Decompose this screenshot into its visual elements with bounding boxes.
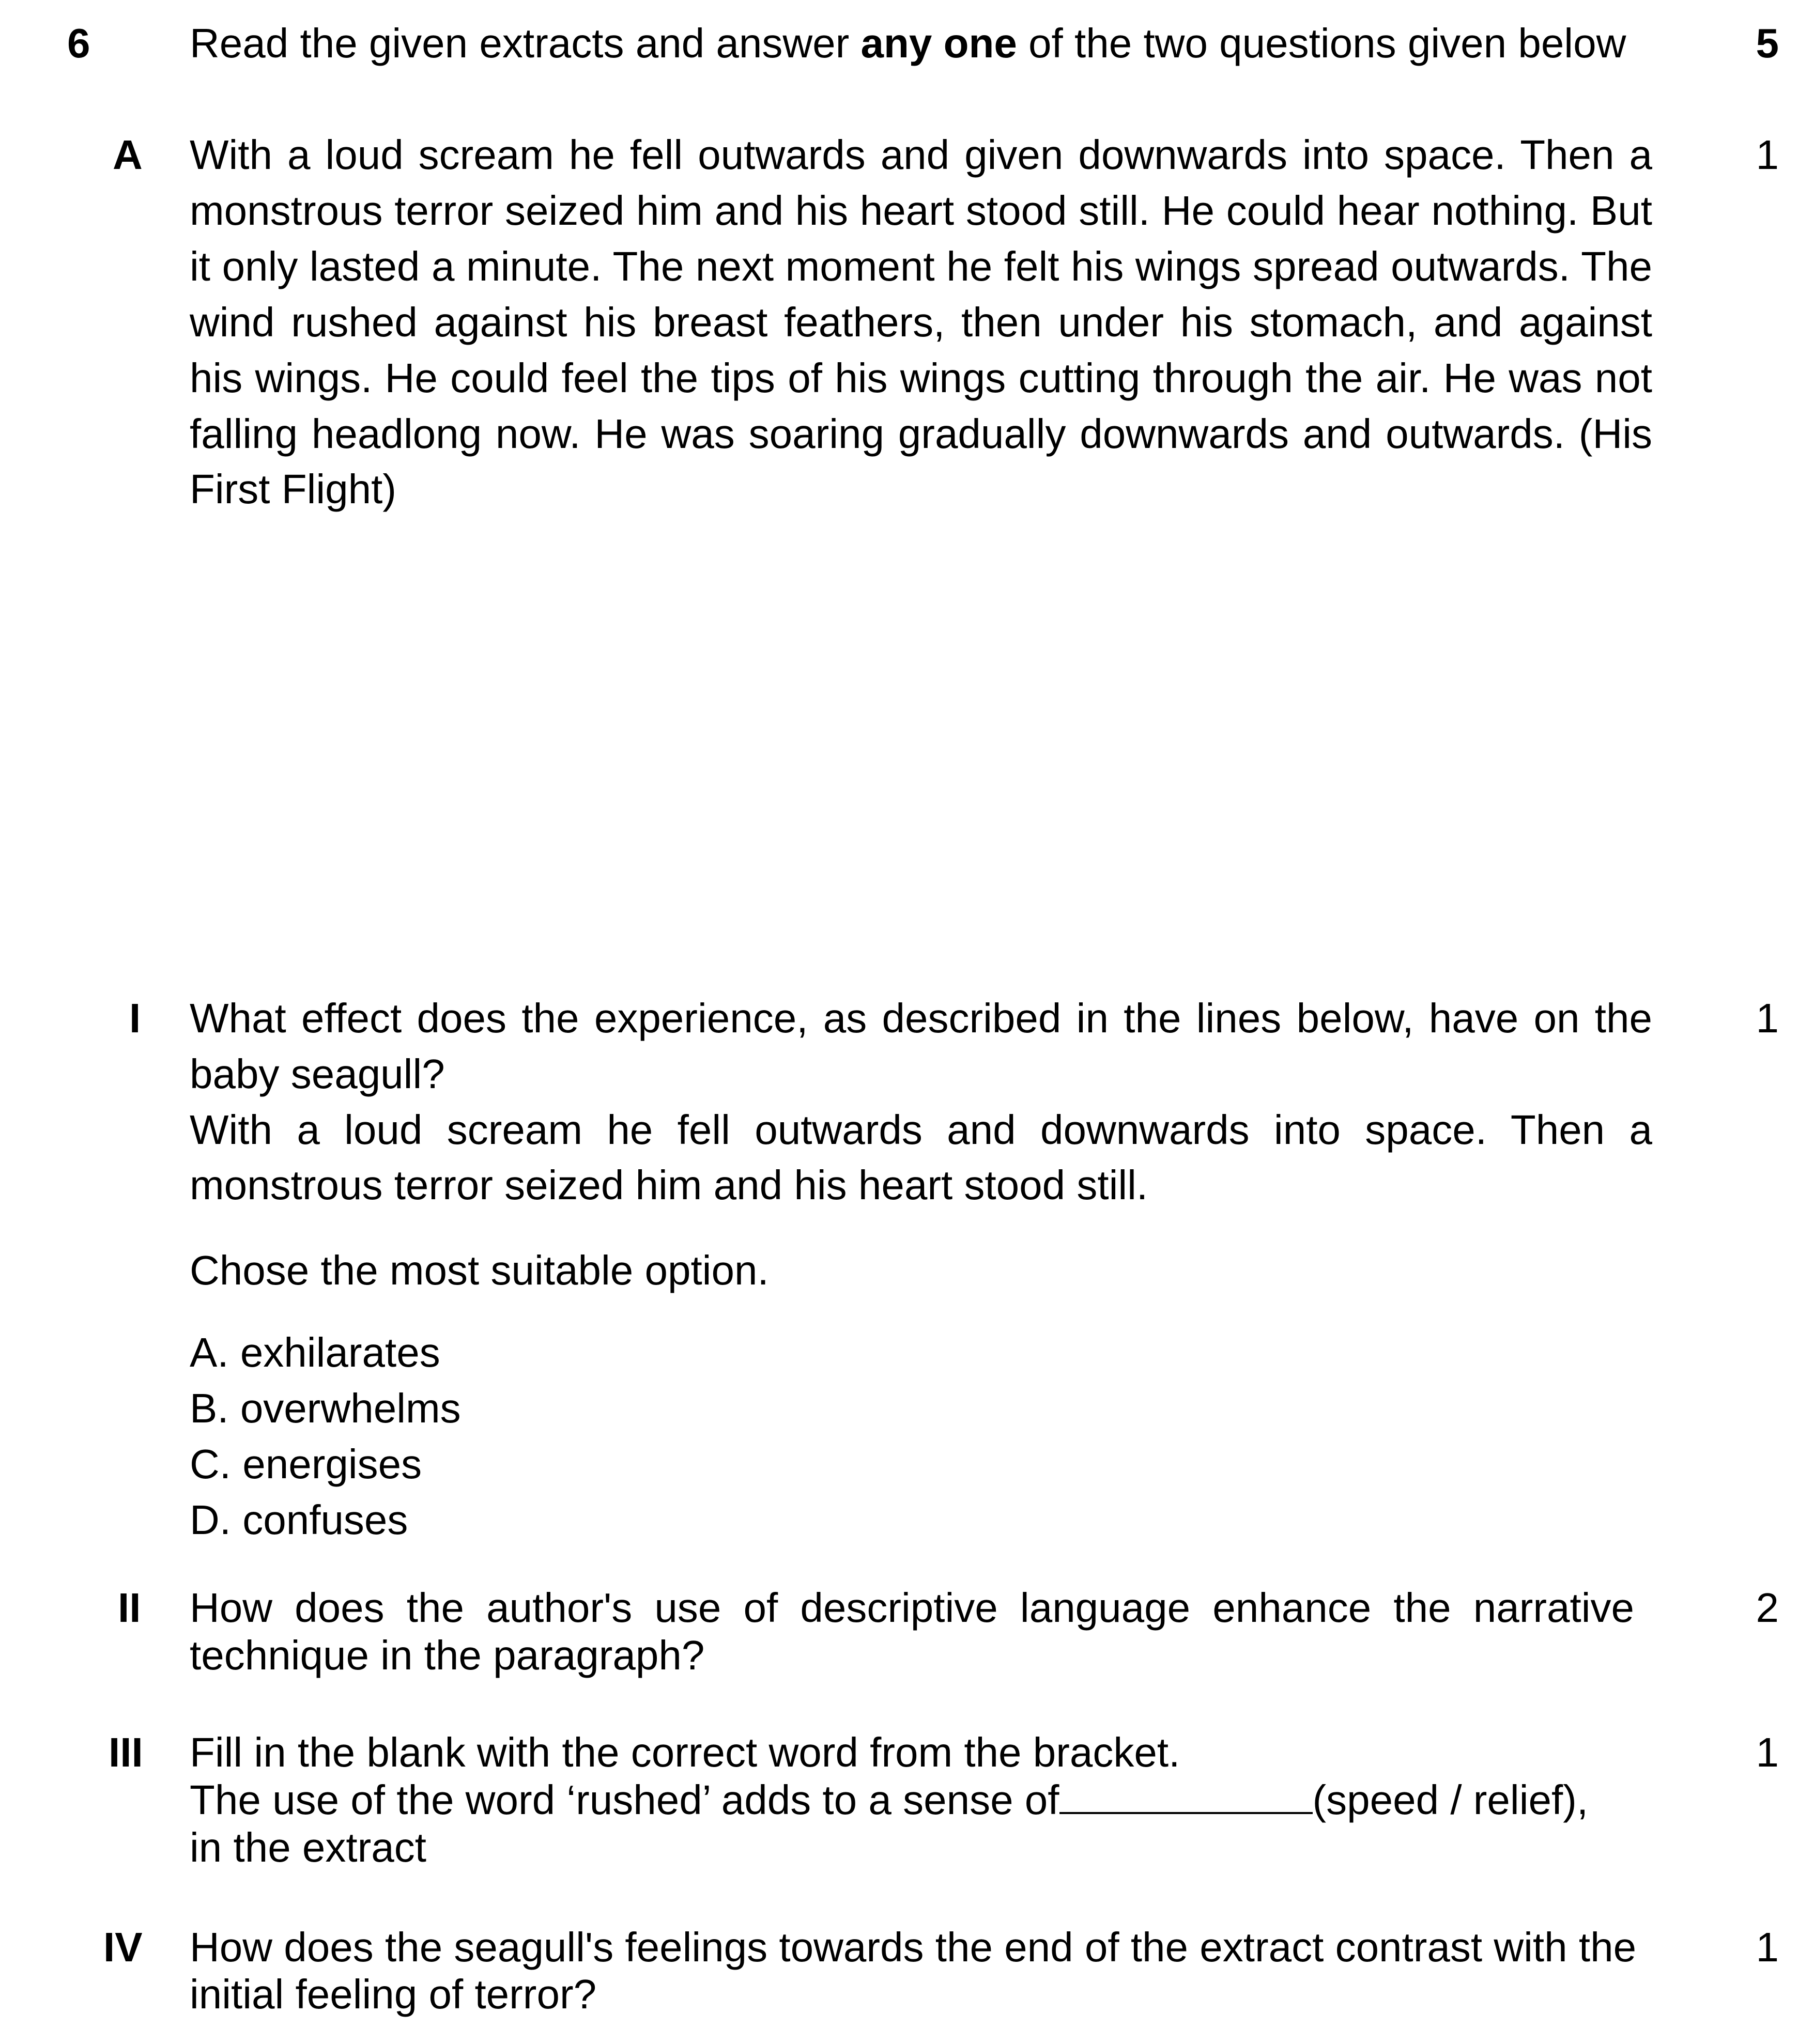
q1-option-a: A. exhilarates	[190, 1329, 440, 1375]
extract-line: it only lasted a minute. The next moment he felt his wings spread outwards. The	[190, 243, 1652, 289]
extract-label: A	[113, 132, 143, 178]
question-number: 6	[67, 20, 90, 66]
instruction-emphasis: any one	[860, 20, 1017, 66]
q1-line: baby seagull?	[190, 1051, 445, 1097]
extract-line: First Flight)	[190, 466, 396, 512]
q2-label: II	[118, 1585, 141, 1631]
q3-label: III	[109, 1729, 143, 1775]
extract-line: monstrous terror seized him and his heart stood still. He could hear nothing. But	[190, 188, 1652, 234]
extract-line: wind rushed against his breast feathers, then under his stomach, and against	[190, 299, 1652, 345]
q1-line: What effect does the experience, as described in the lines below, have on the	[190, 995, 1652, 1041]
extract-marks: 1	[1756, 132, 1779, 178]
q4-line: How does the seagull's feelings towards the end of the extract contrast with the	[190, 1924, 1637, 1970]
question-instruction	[190, 16, 1626, 71]
q2-line: technique in the paragraph?	[190, 1632, 705, 1678]
q3-line: Fill in the blank with the correct word from the bracket.	[190, 1729, 1180, 1775]
q3-text: The use of the word ‘rushed’ adds to a sense of	[190, 1777, 1059, 1823]
answer-blank[interactable]	[1059, 1776, 1313, 1814]
q1-prompt: Chose the most suitable option.	[190, 1247, 769, 1293]
extract-line: falling headlong now. He was soaring gradually downwards and outwards. (His	[190, 411, 1652, 457]
q4-line: initial feeling of terror?	[190, 1971, 597, 2017]
extract-line: With a loud scream he fell outwards and given downwards into space. Then a	[190, 132, 1652, 178]
question-marks: 5	[1756, 20, 1779, 66]
q1-option-d: D. confuses	[190, 1497, 408, 1543]
q1-marks: 1	[1756, 995, 1779, 1041]
q4-marks: 1	[1756, 1924, 1779, 1970]
q3-line: in the extract	[190, 1824, 427, 1870]
extract-line: his wings. He could feel the tips of his wings cutting through the air. He was not	[190, 355, 1652, 401]
q1-label: I	[129, 995, 141, 1041]
q1-quote-line: monstrous terror seized him and his heart stood still.	[190, 1162, 1148, 1208]
q2-marks: 2	[1756, 1585, 1779, 1631]
q1-quote-line: With a loud scream he fell outwards and downwards into space. Then a	[190, 1107, 1652, 1153]
instruction-text: Read the given extracts and answer	[190, 20, 861, 66]
q1-option-c: C. energises	[190, 1441, 422, 1487]
q4-label: IV	[103, 1924, 143, 1970]
q3-marks: 1	[1756, 1729, 1779, 1775]
instruction-text: of the two questions given below	[1017, 20, 1626, 66]
q2-line: How does the author's use of descriptive language enhance the narrative	[190, 1585, 1634, 1631]
q3-options: (speed / relief),	[1312, 1777, 1589, 1823]
q1-option-b: B. overwhelms	[190, 1385, 461, 1431]
